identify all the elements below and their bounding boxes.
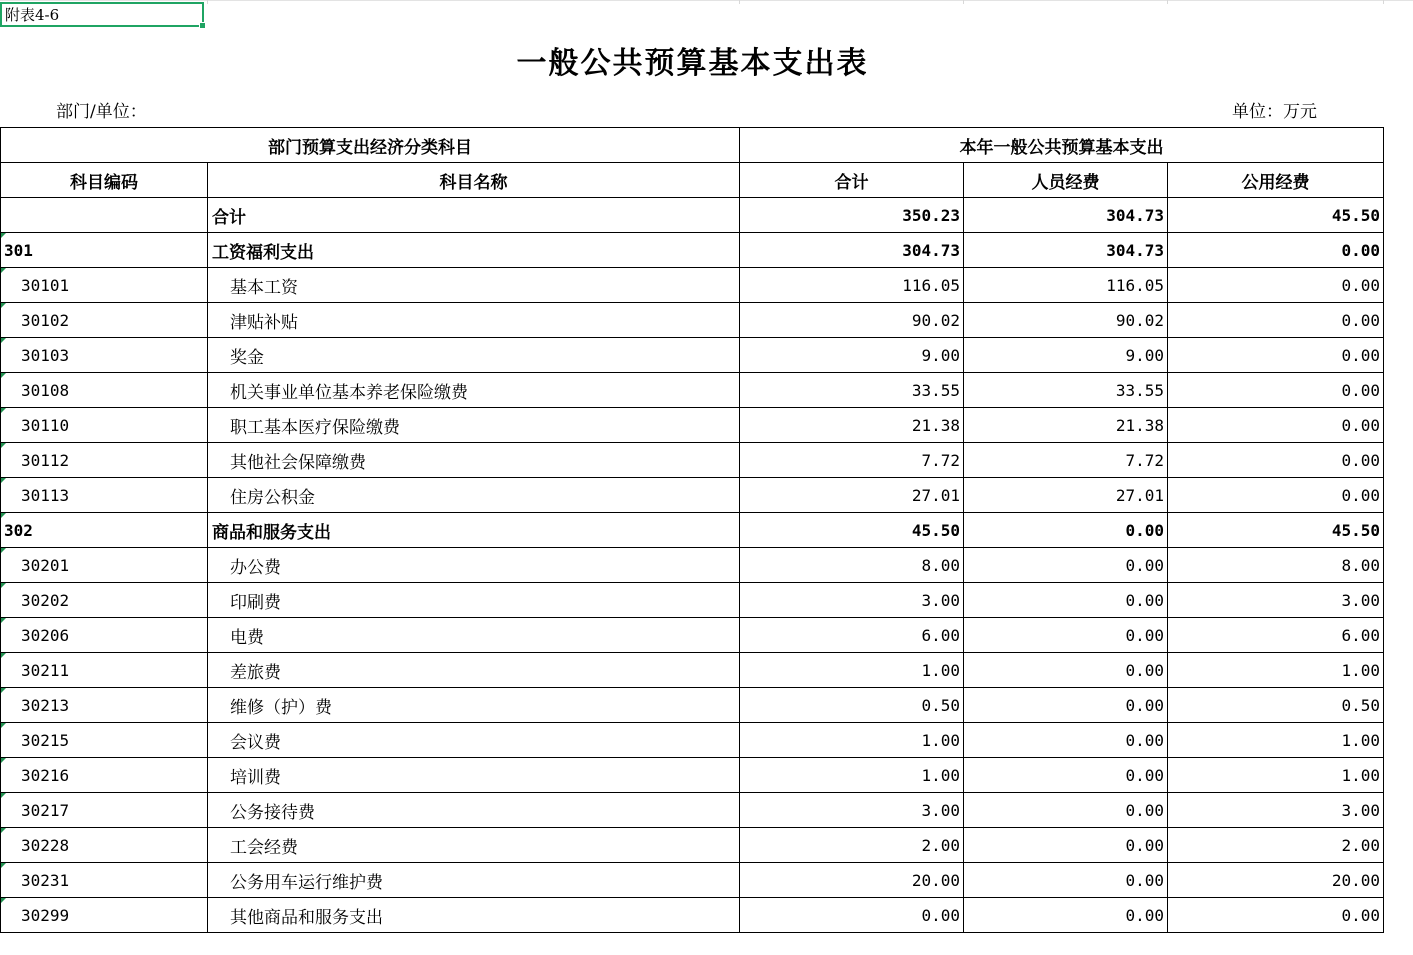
subject-name-cell[interactable] xyxy=(208,478,740,513)
column-gridline xyxy=(1383,0,1384,4)
subject-name-cell[interactable] xyxy=(208,303,740,338)
text-number-indicator-icon xyxy=(1,723,6,728)
public-expense-cell[interactable] xyxy=(1168,443,1384,478)
subject-name-text: 会议费 xyxy=(230,732,281,753)
table-row xyxy=(1,898,1384,933)
subject-code-text: 30101 xyxy=(21,275,70,295)
personnel-expense-text: 9.00 xyxy=(1125,345,1164,365)
public-expense-cell[interactable] xyxy=(1168,373,1384,408)
subject-name-cell[interactable] xyxy=(208,373,740,408)
subject-code-cell[interactable] xyxy=(1,653,208,688)
table-row xyxy=(1,373,1384,408)
total-text: 0.50 xyxy=(921,695,960,715)
total-text: 304.73 xyxy=(902,240,960,260)
public-expense-cell[interactable] xyxy=(1168,688,1384,723)
text-number-indicator-icon xyxy=(1,828,6,833)
text-number-indicator-icon xyxy=(1,898,6,903)
personnel-expense-text: 0.00 xyxy=(1125,835,1164,855)
subject-code-cell[interactable] xyxy=(1,863,208,898)
subject-code-cell[interactable] xyxy=(1,338,208,373)
table-row xyxy=(1,828,1384,863)
subject-name-cell[interactable] xyxy=(208,233,740,268)
total-text: 0.00 xyxy=(921,905,960,925)
subject-name-text: 培训费 xyxy=(230,767,281,788)
personnel-expense-cell[interactable] xyxy=(964,338,1168,373)
public-expense-text: 6.00 xyxy=(1341,625,1381,645)
public-expense-cell[interactable] xyxy=(1168,583,1384,618)
subject-name-text: 住房公积金 xyxy=(230,487,315,508)
subject-name-text: 津贴补贴 xyxy=(230,312,298,333)
header-basic-expenditure[interactable]: 本年一般公共预算基本支出 xyxy=(740,128,1384,163)
table-row xyxy=(1,303,1384,338)
personnel-expense-text: 90.02 xyxy=(1115,310,1164,330)
total-cell[interactable] xyxy=(740,863,964,898)
text-number-indicator-icon xyxy=(1,653,6,658)
table-row xyxy=(1,198,1384,233)
total-text: 90.02 xyxy=(911,310,960,330)
header-public-expense[interactable]: 公用经费 xyxy=(1168,163,1384,198)
subject-name-text: 公务接待费 xyxy=(230,802,315,823)
text-number-indicator-icon xyxy=(1,373,6,378)
public-expense-text: 8.00 xyxy=(1341,555,1381,575)
selected-cell-a1[interactable] xyxy=(0,2,204,27)
total-cell[interactable] xyxy=(740,653,964,688)
subject-code-text: 30102 xyxy=(21,310,70,330)
subject-name-cell[interactable] xyxy=(208,443,740,478)
text-number-indicator-icon xyxy=(1,758,6,763)
subject-name-text: 公务用车运行维护费 xyxy=(230,872,383,893)
total-cell[interactable] xyxy=(740,758,964,793)
subject-name-cell[interactable] xyxy=(208,898,740,933)
personnel-expense-text: 33.55 xyxy=(1115,380,1164,400)
total-cell[interactable] xyxy=(740,198,964,233)
public-expense-text: 3.00 xyxy=(1341,590,1381,610)
personnel-expense-text: 7.72 xyxy=(1125,450,1164,470)
personnel-expense-text: 0.00 xyxy=(1125,590,1164,610)
subject-code-cell[interactable] xyxy=(1,898,208,933)
public-expense-text: 0.00 xyxy=(1341,415,1381,435)
header-group-row xyxy=(1,128,1384,163)
personnel-expense-cell[interactable] xyxy=(964,478,1168,513)
subject-code-cell[interactable] xyxy=(1,688,208,723)
total-cell[interactable] xyxy=(740,618,964,653)
subject-code-cell[interactable] xyxy=(1,268,208,303)
personnel-expense-cell[interactable] xyxy=(964,198,1168,233)
public-expense-text: 3.00 xyxy=(1341,800,1381,820)
text-number-indicator-icon xyxy=(1,338,6,343)
public-expense-cell[interactable] xyxy=(1168,723,1384,758)
personnel-expense-cell[interactable] xyxy=(964,688,1168,723)
text-number-indicator-icon xyxy=(1,478,6,483)
subject-code-cell[interactable] xyxy=(1,583,208,618)
subject-name-text: 机关事业单位基本养老保险缴费 xyxy=(230,382,468,403)
table-row xyxy=(1,618,1384,653)
text-number-indicator-icon xyxy=(1,303,6,308)
total-cell[interactable] xyxy=(740,373,964,408)
subject-name-text: 电费 xyxy=(230,627,264,648)
subject-code-text: 30216 xyxy=(21,765,70,785)
subject-code-cell[interactable] xyxy=(1,373,208,408)
subject-name-cell[interactable] xyxy=(208,723,740,758)
text-number-indicator-icon xyxy=(1,863,6,868)
total-cell[interactable] xyxy=(740,408,964,443)
subject-name-cell[interactable] xyxy=(208,828,740,863)
budget-table xyxy=(0,127,1384,933)
subject-name-text: 维修（护）费 xyxy=(230,697,332,718)
total-cell[interactable] xyxy=(740,513,964,548)
subject-name-cell[interactable] xyxy=(208,513,740,548)
subject-code-cell[interactable] xyxy=(1,618,208,653)
total-text: 1.00 xyxy=(921,660,960,680)
total-cell[interactable] xyxy=(740,478,964,513)
personnel-expense-cell[interactable] xyxy=(964,898,1168,933)
text-number-indicator-icon xyxy=(1,443,6,448)
text-number-indicator-icon xyxy=(1,548,6,553)
subject-code-text: 30113 xyxy=(21,485,70,505)
public-expense-text: 0.00 xyxy=(1341,275,1381,295)
table-row xyxy=(1,443,1384,478)
public-expense-text: 0.00 xyxy=(1341,450,1381,470)
total-cell[interactable] xyxy=(740,338,964,373)
column-gridline xyxy=(1167,0,1168,4)
subject-name-text: 印刷费 xyxy=(230,592,281,613)
subject-code-text: 30217 xyxy=(21,800,70,820)
public-expense-text: 20.00 xyxy=(1331,870,1381,890)
subject-code-text: 301 xyxy=(4,240,33,260)
personnel-expense-text: 0.00 xyxy=(1125,695,1164,715)
report-title: 一般公共预算基本支出表 xyxy=(516,46,869,81)
personnel-expense-cell[interactable] xyxy=(964,793,1168,828)
subject-code-text: 30213 xyxy=(21,695,70,715)
total-text: 2.00 xyxy=(921,835,960,855)
text-number-indicator-icon xyxy=(1,408,6,413)
table-row xyxy=(1,688,1384,723)
table-row xyxy=(1,758,1384,793)
personnel-expense-cell[interactable] xyxy=(964,268,1168,303)
table-row xyxy=(1,268,1384,303)
text-number-indicator-icon xyxy=(1,233,6,238)
public-expense-text: 0.50 xyxy=(1341,695,1381,715)
subject-name-text: 工会经费 xyxy=(230,837,298,858)
public-expense-text: 0.00 xyxy=(1341,905,1381,925)
personnel-expense-cell[interactable] xyxy=(964,443,1168,478)
header-column-row xyxy=(1,163,1384,198)
subject-code-text: 30211 xyxy=(21,660,70,680)
subject-code-cell[interactable] xyxy=(1,443,208,478)
total-text: 350.23 xyxy=(902,205,960,225)
text-number-indicator-icon xyxy=(1,688,6,693)
subject-name-cell[interactable] xyxy=(208,268,740,303)
subject-name-text: 商品和服务支出 xyxy=(212,522,331,543)
personnel-expense-text: 0.00 xyxy=(1125,870,1164,890)
total-text: 6.00 xyxy=(921,625,960,645)
personnel-expense-text: 304.73 xyxy=(1106,205,1164,225)
table-row xyxy=(1,233,1384,268)
total-text: 1.00 xyxy=(921,730,960,750)
department-label: 部门/单位： xyxy=(56,102,147,122)
subject-code-cell[interactable] xyxy=(1,408,208,443)
subject-name-cell[interactable] xyxy=(208,338,740,373)
personnel-expense-cell[interactable] xyxy=(964,653,1168,688)
personnel-expense-text: 0.00 xyxy=(1125,765,1164,785)
public-expense-cell[interactable] xyxy=(1168,478,1384,513)
table-row xyxy=(1,408,1384,443)
public-expense-cell[interactable] xyxy=(1168,198,1384,233)
subject-name-cell[interactable] xyxy=(208,548,740,583)
personnel-expense-text: 0.00 xyxy=(1125,905,1164,925)
personnel-expense-text: 304.73 xyxy=(1106,240,1164,260)
unit-label: 单位：万元 xyxy=(1232,102,1317,122)
total-text: 27.01 xyxy=(911,485,960,505)
personnel-expense-cell[interactable] xyxy=(964,583,1168,618)
public-expense-cell[interactable] xyxy=(1168,513,1384,548)
personnel-expense-text: 0.00 xyxy=(1125,625,1164,645)
subject-code-cell[interactable] xyxy=(1,198,208,233)
personnel-expense-cell[interactable] xyxy=(964,513,1168,548)
total-text: 33.55 xyxy=(911,380,960,400)
header-personnel-expense[interactable]: 人员经费 xyxy=(964,163,1168,198)
sheet-top-rule xyxy=(0,0,1413,1)
text-number-indicator-icon xyxy=(1,793,6,798)
personnel-expense-cell[interactable] xyxy=(964,233,1168,268)
total-cell[interactable] xyxy=(740,268,964,303)
personnel-expense-cell[interactable] xyxy=(964,373,1168,408)
subject-code-cell[interactable] xyxy=(1,233,208,268)
public-expense-cell[interactable] xyxy=(1168,618,1384,653)
personnel-expense-cell[interactable] xyxy=(964,548,1168,583)
subject-name-text: 差旅费 xyxy=(230,662,281,683)
total-text: 21.38 xyxy=(911,415,960,435)
personnel-expense-cell[interactable] xyxy=(964,758,1168,793)
public-expense-cell[interactable] xyxy=(1168,303,1384,338)
subject-code-cell[interactable] xyxy=(1,303,208,338)
subject-code-cell[interactable] xyxy=(1,793,208,828)
subject-code-cell[interactable] xyxy=(1,723,208,758)
total-cell[interactable] xyxy=(740,303,964,338)
total-cell[interactable] xyxy=(740,688,964,723)
subject-code-text: 30112 xyxy=(21,450,70,470)
total-text: 9.00 xyxy=(921,345,960,365)
subject-name-cell[interactable] xyxy=(208,688,740,723)
table-row xyxy=(1,863,1384,898)
total-cell[interactable] xyxy=(740,723,964,758)
total-cell[interactable] xyxy=(740,898,964,933)
subject-code-text: 30215 xyxy=(21,730,70,750)
public-expense-text: 1.00 xyxy=(1341,660,1381,680)
total-text: 116.05 xyxy=(902,275,960,295)
subject-code-text: 30228 xyxy=(21,835,70,855)
total-text: 3.00 xyxy=(921,800,960,820)
table-row xyxy=(1,793,1384,828)
public-expense-text: 45.50 xyxy=(1331,520,1381,540)
total-text: 8.00 xyxy=(921,555,960,575)
personnel-expense-cell[interactable] xyxy=(964,828,1168,863)
header-economic-classification[interactable]: 部门预算支出经济分类科目 xyxy=(1,128,740,163)
public-expense-text: 1.00 xyxy=(1341,730,1381,750)
subject-code-cell[interactable] xyxy=(1,478,208,513)
public-expense-text: 1.00 xyxy=(1341,765,1381,785)
public-expense-text: 0.00 xyxy=(1341,310,1381,330)
personnel-expense-text: 0.00 xyxy=(1125,660,1164,680)
subject-name-cell[interactable] xyxy=(208,408,740,443)
public-expense-cell[interactable] xyxy=(1168,653,1384,688)
text-number-indicator-icon xyxy=(1,583,6,588)
total-text: 45.50 xyxy=(911,520,960,540)
total-text: 20.00 xyxy=(911,870,960,890)
subject-name-text: 办公费 xyxy=(230,557,281,578)
total-cell[interactable] xyxy=(740,793,964,828)
personnel-expense-text: 116.05 xyxy=(1106,275,1164,295)
public-expense-cell[interactable] xyxy=(1168,338,1384,373)
public-expense-text: 0.00 xyxy=(1341,485,1381,505)
public-expense-cell[interactable] xyxy=(1168,758,1384,793)
public-expense-cell[interactable] xyxy=(1168,898,1384,933)
total-cell[interactable] xyxy=(740,548,964,583)
table-row xyxy=(1,338,1384,373)
table-row xyxy=(1,513,1384,548)
public-expense-text: 45.50 xyxy=(1331,205,1381,225)
table-row xyxy=(1,478,1384,513)
subject-code-text: 30206 xyxy=(21,625,70,645)
header-total[interactable]: 合计 xyxy=(740,163,964,198)
subject-name-cell[interactable] xyxy=(208,583,740,618)
subject-name-text: 其他商品和服务支出 xyxy=(230,907,383,928)
public-expense-cell[interactable] xyxy=(1168,408,1384,443)
subject-name-cell[interactable] xyxy=(208,793,740,828)
personnel-expense-text: 0.00 xyxy=(1125,730,1164,750)
total-cell[interactable] xyxy=(740,443,964,478)
personnel-expense-cell[interactable] xyxy=(964,303,1168,338)
subject-name-cell[interactable] xyxy=(208,198,740,233)
public-expense-text: 0.00 xyxy=(1341,240,1381,260)
subject-name-text: 其他社会保障缴费 xyxy=(230,452,366,473)
subject-name-cell[interactable] xyxy=(208,758,740,793)
subject-name-text: 职工基本医疗保险缴费 xyxy=(230,417,400,438)
subject-code-cell[interactable] xyxy=(1,828,208,863)
table-row xyxy=(1,548,1384,583)
public-expense-cell[interactable] xyxy=(1168,863,1384,898)
public-expense-text: 0.00 xyxy=(1341,345,1381,365)
subject-code-cell[interactable] xyxy=(1,758,208,793)
public-expense-cell[interactable] xyxy=(1168,548,1384,583)
text-number-indicator-icon xyxy=(1,268,6,273)
personnel-expense-text: 21.38 xyxy=(1115,415,1164,435)
subject-name-cell[interactable] xyxy=(208,618,740,653)
subject-name-text: 基本工资 xyxy=(230,277,298,298)
table-row xyxy=(1,583,1384,618)
subject-code-text: 30201 xyxy=(21,555,70,575)
total-text: 3.00 xyxy=(921,590,960,610)
subject-code-text: 30108 xyxy=(21,380,70,400)
total-cell[interactable] xyxy=(740,233,964,268)
sheet-label: 附表4-6 xyxy=(5,6,60,24)
personnel-expense-text: 0.00 xyxy=(1125,520,1164,540)
subject-code-text: 302 xyxy=(4,520,33,540)
text-number-indicator-icon xyxy=(1,513,6,518)
total-cell[interactable] xyxy=(740,583,964,618)
header-subject-name[interactable]: 科目名称 xyxy=(208,163,740,198)
column-gridline xyxy=(739,0,740,4)
subject-name-text: 工资福利支出 xyxy=(212,242,314,263)
subject-code-text: 30202 xyxy=(21,590,70,610)
column-gridline xyxy=(963,0,964,4)
public-expense-cell[interactable] xyxy=(1168,233,1384,268)
table-row xyxy=(1,653,1384,688)
public-expense-cell[interactable] xyxy=(1168,793,1384,828)
public-expense-text: 0.00 xyxy=(1341,380,1381,400)
header-subject-code[interactable]: 科目编码 xyxy=(1,163,208,198)
personnel-expense-cell[interactable] xyxy=(964,723,1168,758)
total-text: 1.00 xyxy=(921,765,960,785)
subject-code-text: 30103 xyxy=(21,345,70,365)
subject-name-cell[interactable] xyxy=(208,653,740,688)
public-expense-cell[interactable] xyxy=(1168,828,1384,863)
public-expense-cell[interactable] xyxy=(1168,268,1384,303)
personnel-expense-cell[interactable] xyxy=(964,863,1168,898)
personnel-expense-text: 27.01 xyxy=(1115,485,1164,505)
total-cell[interactable] xyxy=(740,828,964,863)
subject-name-text: 合计 xyxy=(212,207,246,228)
subject-code-text: 30110 xyxy=(21,415,70,435)
personnel-expense-text: 0.00 xyxy=(1125,800,1164,820)
subject-code-text: 30299 xyxy=(21,905,70,925)
personnel-expense-cell[interactable] xyxy=(964,618,1168,653)
fill-handle[interactable] xyxy=(199,22,206,29)
subject-code-cell[interactable] xyxy=(1,513,208,548)
text-number-indicator-icon xyxy=(1,618,6,623)
subject-code-cell[interactable] xyxy=(1,548,208,583)
column-gridline xyxy=(207,0,208,4)
subject-name-cell[interactable] xyxy=(208,863,740,898)
subject-code-text: 30231 xyxy=(21,870,70,890)
public-expense-text: 2.00 xyxy=(1341,835,1381,855)
total-text: 7.72 xyxy=(921,450,960,470)
personnel-expense-text: 0.00 xyxy=(1125,555,1164,575)
subject-name-text: 奖金 xyxy=(230,347,264,368)
table-row xyxy=(1,723,1384,758)
personnel-expense-cell[interactable] xyxy=(964,408,1168,443)
